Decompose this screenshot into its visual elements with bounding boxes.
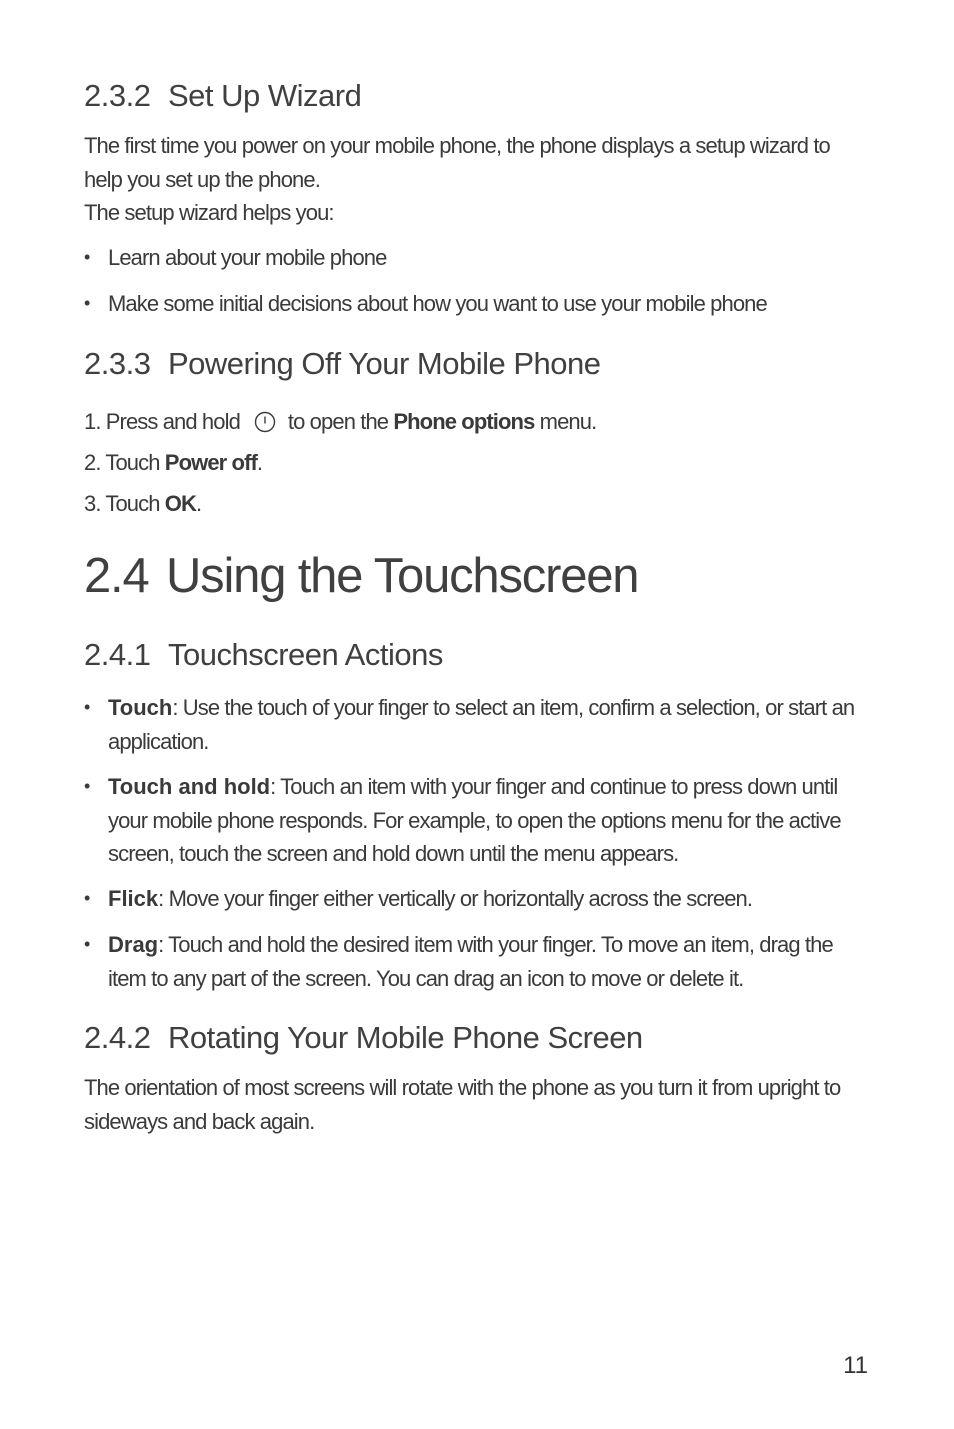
term-touch-and-hold: Touch and hold <box>108 774 271 799</box>
section-number: 2.3.2 <box>84 78 151 113</box>
bullet-marker: • <box>84 934 90 954</box>
section-heading-2-3-3 <box>84 346 601 382</box>
term-description: : Touch an item with your finger and continue to press down until your mobile phone responds. For example, to open the options menu for the active screen, touch the screen and hold down until the menu appears. <box>108 774 841 866</box>
step-text: to open the <box>287 409 389 434</box>
term-flick: Flick <box>108 886 159 911</box>
rotation-description: The orientation of most screens will rotate with the phone as you turn it from upright to sideways and back again. <box>84 1075 841 1134</box>
section-title: Set Up Wizard <box>168 78 362 113</box>
term-description: : Move your finger either vertically or horizontally across the screen. <box>158 886 753 911</box>
step-text: . <box>256 450 263 475</box>
step-2 <box>84 446 262 479</box>
section-heading-2-4-2 <box>84 1020 643 1056</box>
term-touch: Touch <box>108 695 173 720</box>
term-drag: Drag <box>108 932 159 957</box>
list-item-text: Make some initial decisions about how you want to use your mobile phone <box>108 291 767 316</box>
step-1 <box>84 405 596 438</box>
setup-wizard-intro: The first time you power on your mobile phone, the phone displays a setup wizard to help you set up the phone. <box>84 133 830 192</box>
section-number: 2.4 <box>84 549 149 603</box>
bullet-marker: • <box>84 697 90 717</box>
step-text: . <box>196 491 202 516</box>
bullet-marker: • <box>84 888 90 908</box>
section-heading-2-3-2 <box>84 78 361 114</box>
list-item <box>84 691 868 758</box>
section-number: 2.3.3 <box>84 346 151 381</box>
section-number: 2.4.1 <box>84 637 151 672</box>
list-item-text: Learn about your mobile phone <box>108 245 387 270</box>
section-number: 2.4.2 <box>84 1020 151 1055</box>
phone-options-term: Phone options <box>393 409 535 434</box>
step-3 <box>84 487 201 520</box>
term-description: : Touch and hold the desired item with your finger. To move an item, drag the item to any part of the screen. You can drag an icon to move or delete it. <box>108 932 833 991</box>
section-title: Powering Off Your Mobile Phone <box>168 346 601 381</box>
bullet-marker: • <box>84 776 90 796</box>
section-title: Rotating Your Mobile Phone Screen <box>168 1020 643 1055</box>
list-item <box>84 241 868 275</box>
section-title: Touchscreen Actions <box>168 637 443 672</box>
list-item <box>84 770 868 871</box>
step-text: 3. Touch <box>84 491 160 516</box>
list-item <box>84 928 868 995</box>
bullet-marker: • <box>84 293 90 313</box>
step-text: 1. Press and hold <box>84 409 240 434</box>
section-heading-2-4-1 <box>84 637 443 673</box>
step-text: 2. Touch <box>84 450 160 475</box>
step-text: menu. <box>539 409 597 434</box>
bullet-marker: • <box>84 247 90 267</box>
list-item <box>84 287 868 321</box>
ok-term: OK <box>164 491 196 516</box>
power-icon <box>254 409 276 431</box>
term-description: : Use the touch of your finger to select an item, confirm a selection, or start an application. <box>108 695 855 754</box>
power-off-term: Power off <box>164 450 257 475</box>
page-number: 11 <box>843 1352 868 1379</box>
chapter-heading-2-4 <box>84 548 638 604</box>
list-item <box>84 882 868 916</box>
section-title: Using the Touchscreen <box>166 549 639 603</box>
setup-wizard-helps: The setup wizard helps you: <box>84 200 334 225</box>
